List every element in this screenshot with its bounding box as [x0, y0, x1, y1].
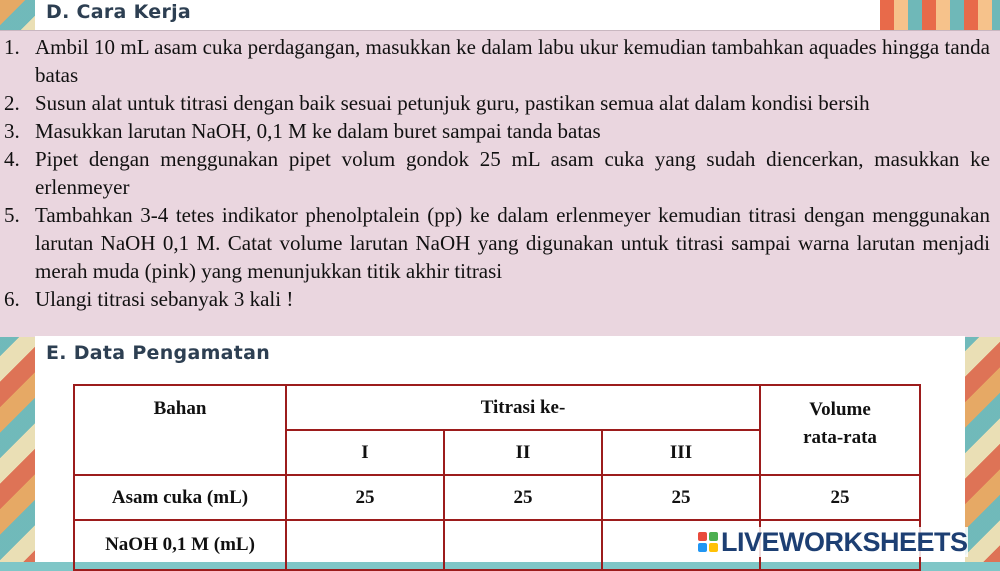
liveworksheets-logo	[698, 527, 968, 557]
procedure-step	[4, 117, 990, 145]
procedure-step	[4, 201, 990, 285]
step-text: Susun alat untuk titrasi dengan baik sesuai petunjuk guru, pastikan semua alat dalam kondisi bersih	[35, 91, 870, 115]
procedure-panel	[0, 30, 1000, 337]
step-text: Ambil 10 mL asam cuka perdagangan, masukkan ke dalam labu ukur kemudian tambahkan aquades hingga tanda batas	[35, 35, 990, 87]
step-number: 5.	[4, 203, 20, 227]
subheader-titrasi-1: I	[286, 430, 444, 475]
answer-cell[interactable]	[286, 520, 444, 570]
section-e-title: E. Data Pengamatan	[46, 342, 271, 364]
procedure-step	[4, 285, 990, 313]
step-number: 2.	[4, 91, 20, 115]
liveworksheets-logo-icon	[698, 532, 718, 552]
procedure-step	[4, 89, 990, 117]
row-label: NaOH 0,1 M (mL)	[74, 520, 286, 570]
liveworksheets-logo-text: LIVEWORKSHEETS	[721, 526, 968, 557]
step-number: 6.	[4, 287, 20, 311]
step-text: Ulangi titrasi sebanyak 3 kali !	[35, 287, 294, 311]
value-cell: 25	[602, 475, 760, 520]
step-number: 1.	[4, 35, 20, 59]
procedure-step	[4, 145, 990, 201]
header-volume	[760, 385, 920, 475]
step-number: 4.	[4, 147, 20, 171]
header-volume-line2: rata-rata	[803, 427, 877, 448]
header-bahan: Bahan	[74, 385, 286, 475]
row-label: Asam cuka (mL)	[74, 475, 286, 520]
value-cell: 25	[286, 475, 444, 520]
procedure-steps	[4, 33, 990, 313]
section-d-title: D. Cara Kerja	[46, 1, 192, 23]
table-row	[74, 475, 920, 520]
step-text: Tambahkan 3-4 tetes indikator phenolptalein (pp) ke dalam erlenmeyer kemudian titrasi dengan menggunakan larutan NaOH 0,1 M. Catat volume larutan NaOH yang digunakan untuk titrasi sampai warna larutan menjadi merah muda (pink) yang menunjukkan titik akhir titrasi	[35, 203, 990, 283]
decorative-top-right	[880, 0, 1000, 30]
answer-cell[interactable]	[444, 520, 602, 570]
step-number: 3.	[4, 119, 20, 143]
header-titrasi: Titrasi ke-	[286, 385, 760, 430]
procedure-step	[4, 33, 990, 89]
header-volume-line1: Volume	[809, 399, 871, 420]
step-text: Masukkan larutan NaOH, 0,1 M ke dalam buret sampai tanda batas	[35, 119, 601, 143]
average-cell: 25	[760, 475, 920, 520]
subheader-titrasi-2: II	[444, 430, 602, 475]
value-cell: 25	[444, 475, 602, 520]
subheader-titrasi-3: III	[602, 430, 760, 475]
step-text: Pipet dengan menggunakan pipet volum gondok 25 mL asam cuka yang sudah diencerkan, masukkan ke erlenmeyer	[35, 147, 990, 199]
